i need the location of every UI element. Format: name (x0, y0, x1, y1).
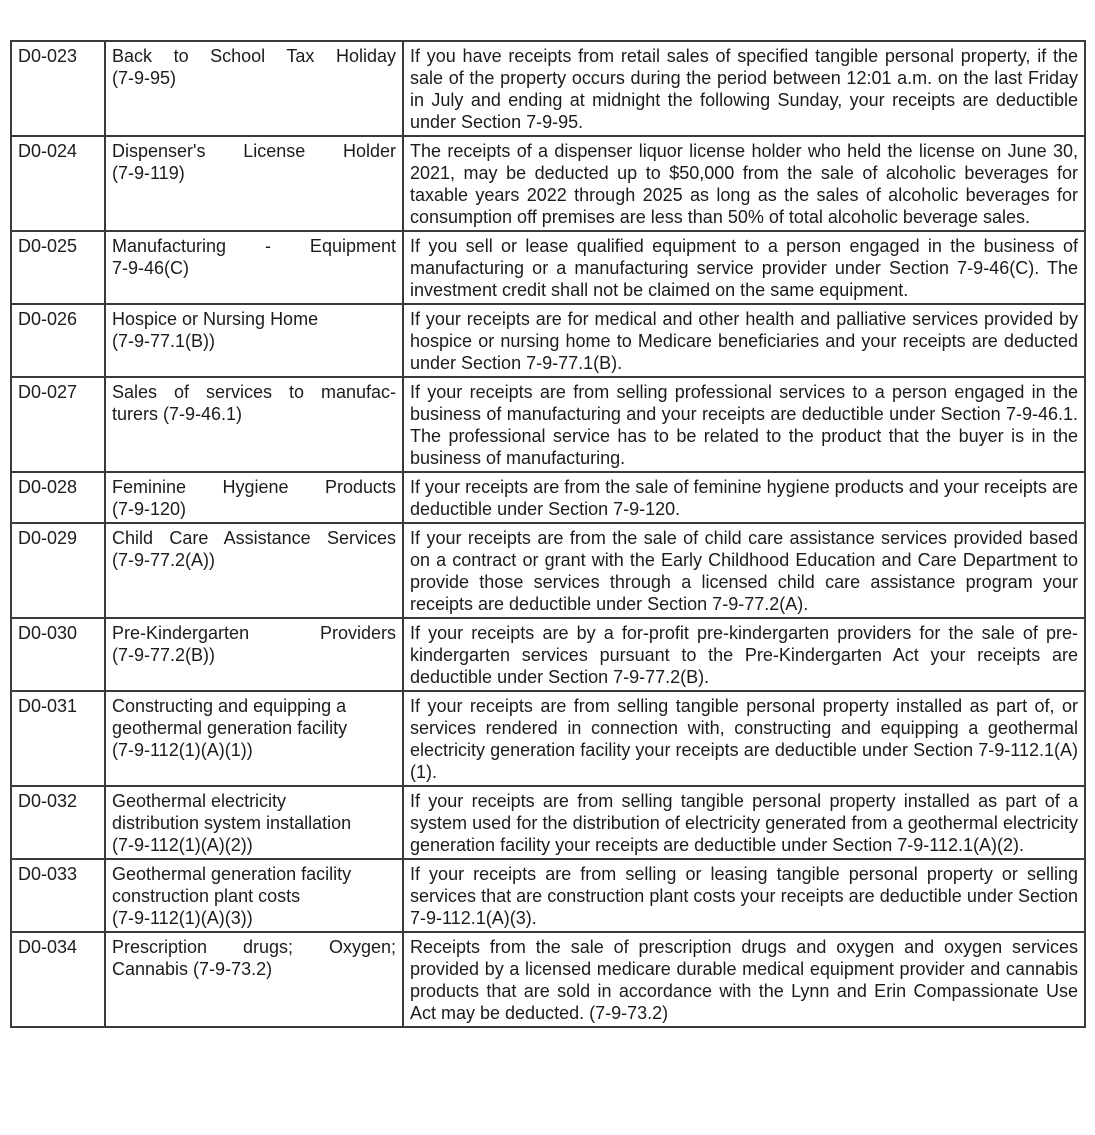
deduction-title (105, 136, 403, 231)
deduction-description: If your receipts are from selling professional services to a person engaged in the business of manufacturing and your receipts are deductible under Section 7-9-46.1. The professional service has to be related to the product that the buyer is in the business of manufacturing. (403, 377, 1085, 472)
deduction-statute-reference: (7-9-77.2(A)) (112, 550, 216, 570)
deduction-code: D0-029 (11, 523, 105, 618)
deduction-statute-reference: (7-9-112(1)(A)(3)) (112, 908, 253, 928)
deduction-title-line: geothermal generation facility (112, 718, 348, 738)
deduction-row (11, 231, 1085, 304)
deduction-description: If your receipts are from selling or leasing tangible personal property or selling services that are construction plant costs your receipts are deductible under Section 7-9-112.1(A)(3). (403, 859, 1085, 932)
deduction-row (11, 859, 1085, 932)
deduction-statute-reference: (7-9-120) (112, 499, 187, 519)
deduction-description: If you have receipts from retail sales of specified tangible personal property, if the sale of the property occurs during the period between 12:01 a.m. on the last Friday in July and ending at midnight the following Sunday, your receipts are deductible under Section 7-9-95. (403, 41, 1085, 136)
deduction-title (105, 859, 403, 932)
deduction-title-line: Constructing and equipping a (112, 696, 347, 716)
deduction-title-line: distribution system installation (112, 813, 352, 833)
deduction-title-line: Feminine Hygiene Products (112, 477, 396, 497)
deduction-row (11, 377, 1085, 472)
deduction-code: D0-028 (11, 472, 105, 523)
deduction-title-line: Geothermal electricity (112, 791, 287, 811)
deduction-title-line: Child Care Assistance Services (112, 528, 396, 548)
deduction-row (11, 136, 1085, 231)
deduction-title (105, 786, 403, 859)
deduction-title-line: Prescription drugs; Oxygen; (112, 937, 396, 957)
deduction-description: If your receipts are for medical and other health and palliative services provided by hospice or nursing home to Medicare beneficiaries and your receipts are deducted under Section 7-9-77.1(B). (403, 304, 1085, 377)
deduction-title (105, 377, 403, 472)
deduction-statute-reference: Cannabis (7-9-73.2) (112, 959, 273, 979)
deduction-statute-reference: (7-9-119) (112, 163, 185, 183)
deduction-row (11, 691, 1085, 786)
deduction-statute-reference: (7-9-77.2(B)) (112, 645, 216, 665)
deduction-code: D0-025 (11, 231, 105, 304)
deduction-title-line: Geothermal generation facility (112, 864, 352, 884)
deduction-title (105, 618, 403, 691)
deduction-description: If your receipts are by a for-profit pre-kindergarten providers for the sale of pre-kindergarten services pursuant to the Pre-Kindergarten Act your receipts are deductible under Section 7-9-77.2(B). (403, 618, 1085, 691)
deduction-title (105, 691, 403, 786)
deduction-statute-reference: (7-9-112(1)(A)(1)) (112, 740, 253, 760)
deduction-title (105, 523, 403, 618)
deduction-row (11, 472, 1085, 523)
deduction-title-line: construction plant costs (112, 886, 301, 906)
deduction-description: If your receipts are from selling tangible personal property installed as part of a system used for the distribution of electricity generated from a geothermal electricity generation facility your receipts are deductible under Section 7-9-112.1(A)(2). (403, 786, 1085, 859)
deduction-description: Receipts from the sale of prescription drugs and oxygen and oxygen services provided by a licensed medicare durable medical equipment provider and cannabis products that are sold in accordance with the Lynn and Erin Compassionate Use Act may be deducted. (7-9-73.2) (403, 932, 1085, 1027)
deductions-table-body (11, 41, 1085, 1027)
deduction-title (105, 304, 403, 377)
deduction-description: If your receipts are from the sale of feminine hygiene products and your receipts are deductible under Section 7-9-120. (403, 472, 1085, 523)
deduction-row (11, 523, 1085, 618)
deduction-row (11, 618, 1085, 691)
deduction-code: D0-024 (11, 136, 105, 231)
deduction-row (11, 41, 1085, 136)
deduction-statute-reference: (7-9-112(1)(A)(2)) (112, 835, 253, 855)
deduction-row (11, 304, 1085, 377)
deduction-code: D0-033 (11, 859, 105, 932)
deduction-title-line: Back to School Tax Holiday (112, 46, 396, 66)
deduction-statute-reference: (7-9-77.1(B)) (112, 331, 216, 351)
deduction-code: D0-031 (11, 691, 105, 786)
deduction-title-line: Dispenser's License Holder (112, 141, 396, 161)
deduction-title (105, 231, 403, 304)
deduction-row (11, 932, 1085, 1027)
deduction-title-line: Pre-Kindergarten Providers (112, 623, 396, 643)
deduction-statute-reference: 7-9-46(C) (112, 258, 190, 278)
deduction-description: The receipts of a dispenser liquor license holder who held the license on June 30, 2021, may be deducted up to $50,000 from the sale of alcoholic beverages for taxable years 2022 through 2025 as long as the sales of alcoholic beverages for consumption off premises are less than 50% of total alcoholic beverage sales. (403, 136, 1085, 231)
deduction-title (105, 932, 403, 1027)
deduction-description: If your receipts are from selling tangible personal property installed as part of, or services rendered in connection with, constructing and equipping a geothermal electricity generation facility your receipts are deductible under Section 7-9-112.1(A)(1). (403, 691, 1085, 786)
deduction-title-line: Sales of services to manufac- (112, 382, 396, 402)
deduction-title (105, 472, 403, 523)
deduction-title-line: Manufacturing - Equipment (112, 236, 396, 256)
deduction-code: D0-027 (11, 377, 105, 472)
deduction-title (105, 41, 403, 136)
deduction-code: D0-026 (11, 304, 105, 377)
deduction-row (11, 786, 1085, 859)
deduction-code: D0-023 (11, 41, 105, 136)
deductions-table (10, 40, 1086, 1028)
deduction-code: D0-030 (11, 618, 105, 691)
deduction-statute-reference: (7-9-95) (112, 68, 177, 88)
deduction-description: If your receipts are from the sale of child care assistance services provided based on a contract or grant with the Early Childhood Education and Care Department to provide those services through a licensed child care assistance program your receipts are deductible under Section 7-9-77.2(A). (403, 523, 1085, 618)
deduction-code: D0-034 (11, 932, 105, 1027)
deduction-description: If you sell or lease qualified equipment to a person engaged in the business of manufacturing or a manufacturing service provider under Section 7-9-46(C). The investment credit shall not be claimed on the same equipment. (403, 231, 1085, 304)
deduction-statute-reference: turers (7-9-46.1) (112, 404, 243, 424)
deduction-code: D0-032 (11, 786, 105, 859)
deduction-title-line: Hospice or Nursing Home (112, 309, 319, 329)
